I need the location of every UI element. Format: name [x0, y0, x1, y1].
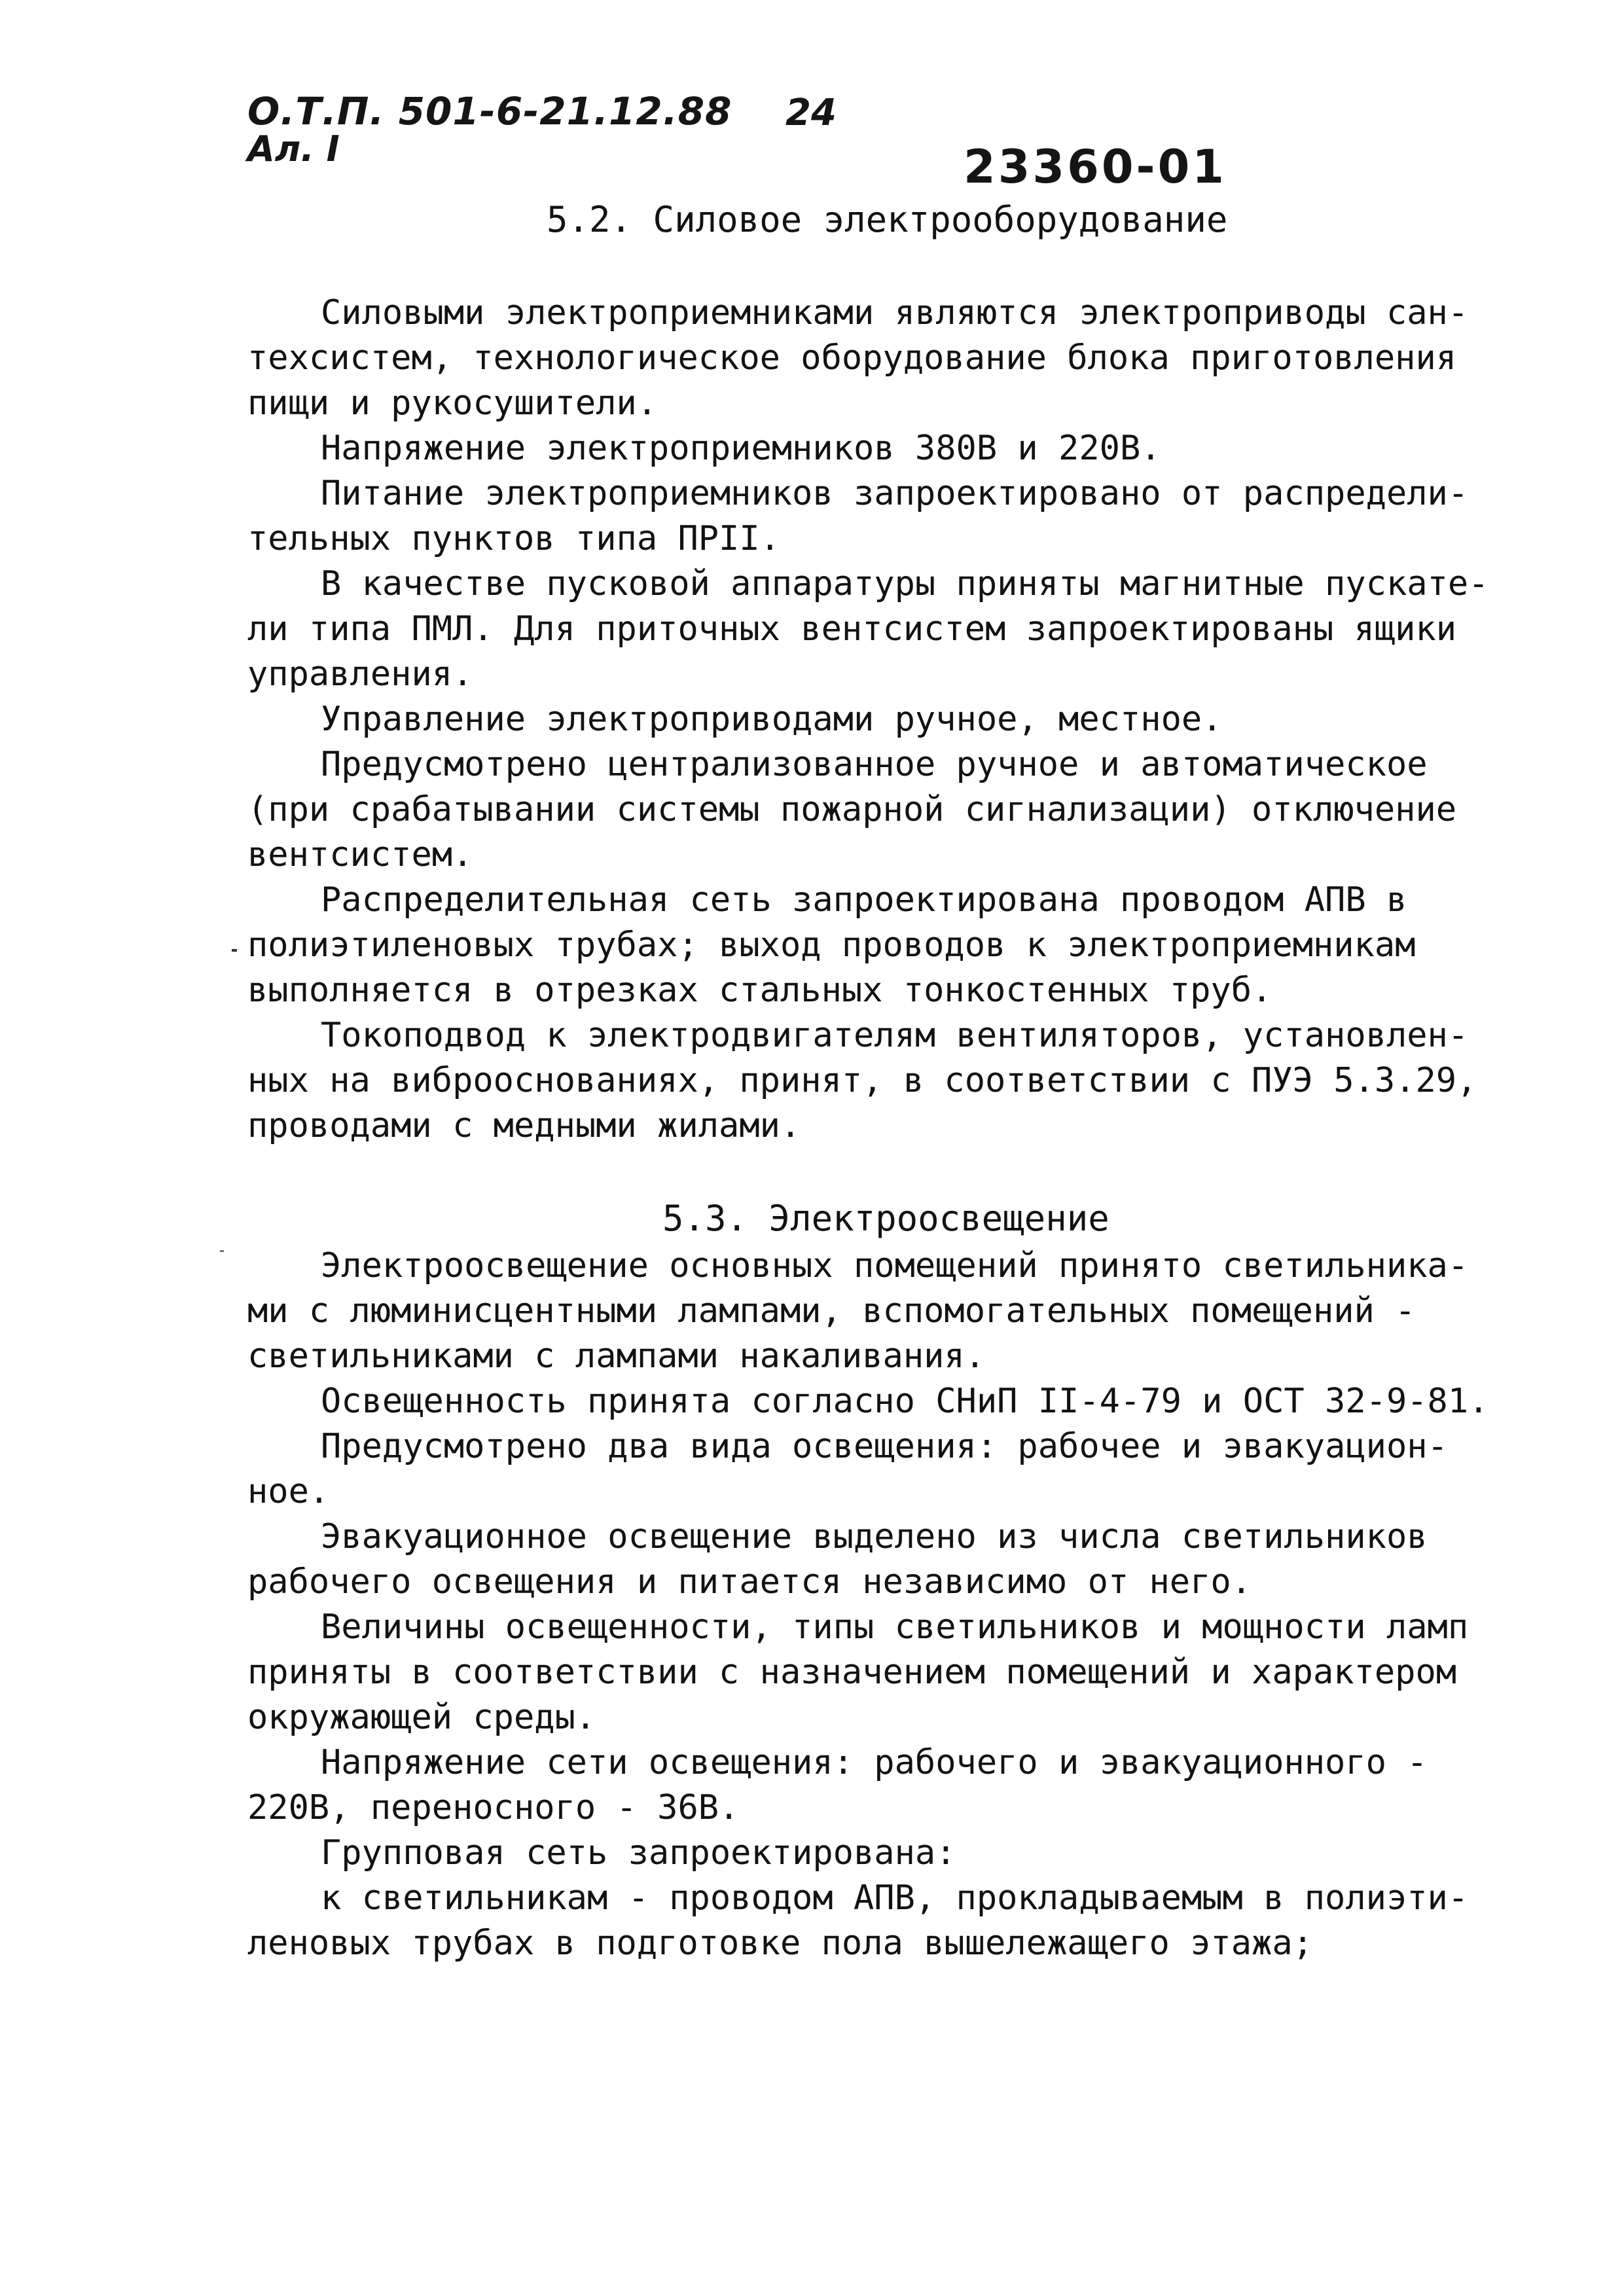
text-line: ных на виброоснованиях, принят, в соответствии с ПУЭ 5.3.29, [247, 1061, 1477, 1100]
text-line: проводами с медными жилами. [247, 1106, 801, 1145]
text-line: Распределительная сеть запроектирована проводом АПВ в [321, 880, 1407, 920]
text-line: леновых трубах в подготовке пола вышележащего этажа; [247, 1924, 1313, 1963]
doc-number: 23360-01 [964, 140, 1227, 194]
text-line: Напряжение сети освещения: рабочего и эвакуационного - [321, 1743, 1428, 1782]
text-line: Токоподвод к электродвигателям вентиляторов, установлен- [321, 1016, 1469, 1055]
margin-mark [232, 949, 237, 952]
text-line: рабочего освещения и питается независимо от него. [247, 1562, 1252, 1602]
text-line: Управление электроприводами ручное, местное. [321, 700, 1223, 739]
text-line: приняты в соответствии с назначением помещений и характером [247, 1653, 1457, 1692]
text-line: к светильникам - проводом АПВ, прокладываемым в полиэти- [321, 1878, 1469, 1918]
text-line: светильниками с лампами накаливания. [247, 1336, 986, 1376]
text-line: Электроосвещение основных помещений принято светильника- [321, 1246, 1469, 1285]
text-line: Питание электроприемников запроектировано от распредели- [321, 474, 1469, 513]
text-line: Величины освещенности, типы светильников и мощности ламп [321, 1607, 1469, 1647]
text-line: Освещенность принята согласно СНиП II-4-79 и ОСТ 32-9-81. [321, 1382, 1489, 1421]
text-line: Предусмотрено централизованное ручное и автоматическое [321, 745, 1428, 784]
text-line: окружающей среды. [247, 1698, 596, 1737]
text-line: ли типа ПМЛ. Для приточных вентсистем запроектированы ящики [247, 609, 1457, 649]
text-line: Предусмотрено два вида освещения: рабочее и эвакуацион- [321, 1427, 1448, 1466]
doc-sheet-label: Ал. I [247, 128, 340, 170]
text-line: ное. [247, 1472, 330, 1511]
text-line: Силовыми электроприемниками являются электроприводы сан- [321, 293, 1469, 332]
text-line: Эвакуационное освещение выделено из числа светильников [321, 1517, 1428, 1556]
text-line: (при срабатывании системы пожарной сигнализации) отключение [247, 790, 1457, 829]
margin-mark [220, 1250, 224, 1252]
page-number: 24 [785, 92, 837, 134]
text-line: полиэтиленовых трубах; выход проводов к электроприемникам [247, 925, 1416, 965]
text-line: пищи и рукосушители. [247, 384, 658, 423]
section-52-title: 5.2. Силовое электрооборудование [547, 199, 1228, 240]
doc-code: О.Т.П. 501-6-21.12.88 [247, 89, 732, 134]
text-line: ми с люминисцентными лампами, вспомогательных помещений - [247, 1291, 1416, 1331]
text-line: управления. [247, 655, 473, 694]
text-line: выполняется в отрезках стальных тонкостенных труб. [247, 971, 1272, 1010]
text-line: В качестве пусковой аппаратуры приняты магнитные пускате- [321, 564, 1489, 603]
text-line: Групповая сеть запроектирована: [321, 1833, 956, 1873]
text-line: тельных пунктов типа ПРII. [247, 519, 780, 558]
text-line: техсистем, технологическое оборудование блока приготовления [247, 338, 1457, 378]
text-line: Напряжение электроприемников 380В и 220В. [321, 429, 1161, 468]
text-line: 220В, переносного - 36В. [247, 1788, 740, 1827]
section-53-title: 5.3. Электроосвещение [662, 1198, 1110, 1239]
text-line: вентсистем. [247, 835, 473, 874]
